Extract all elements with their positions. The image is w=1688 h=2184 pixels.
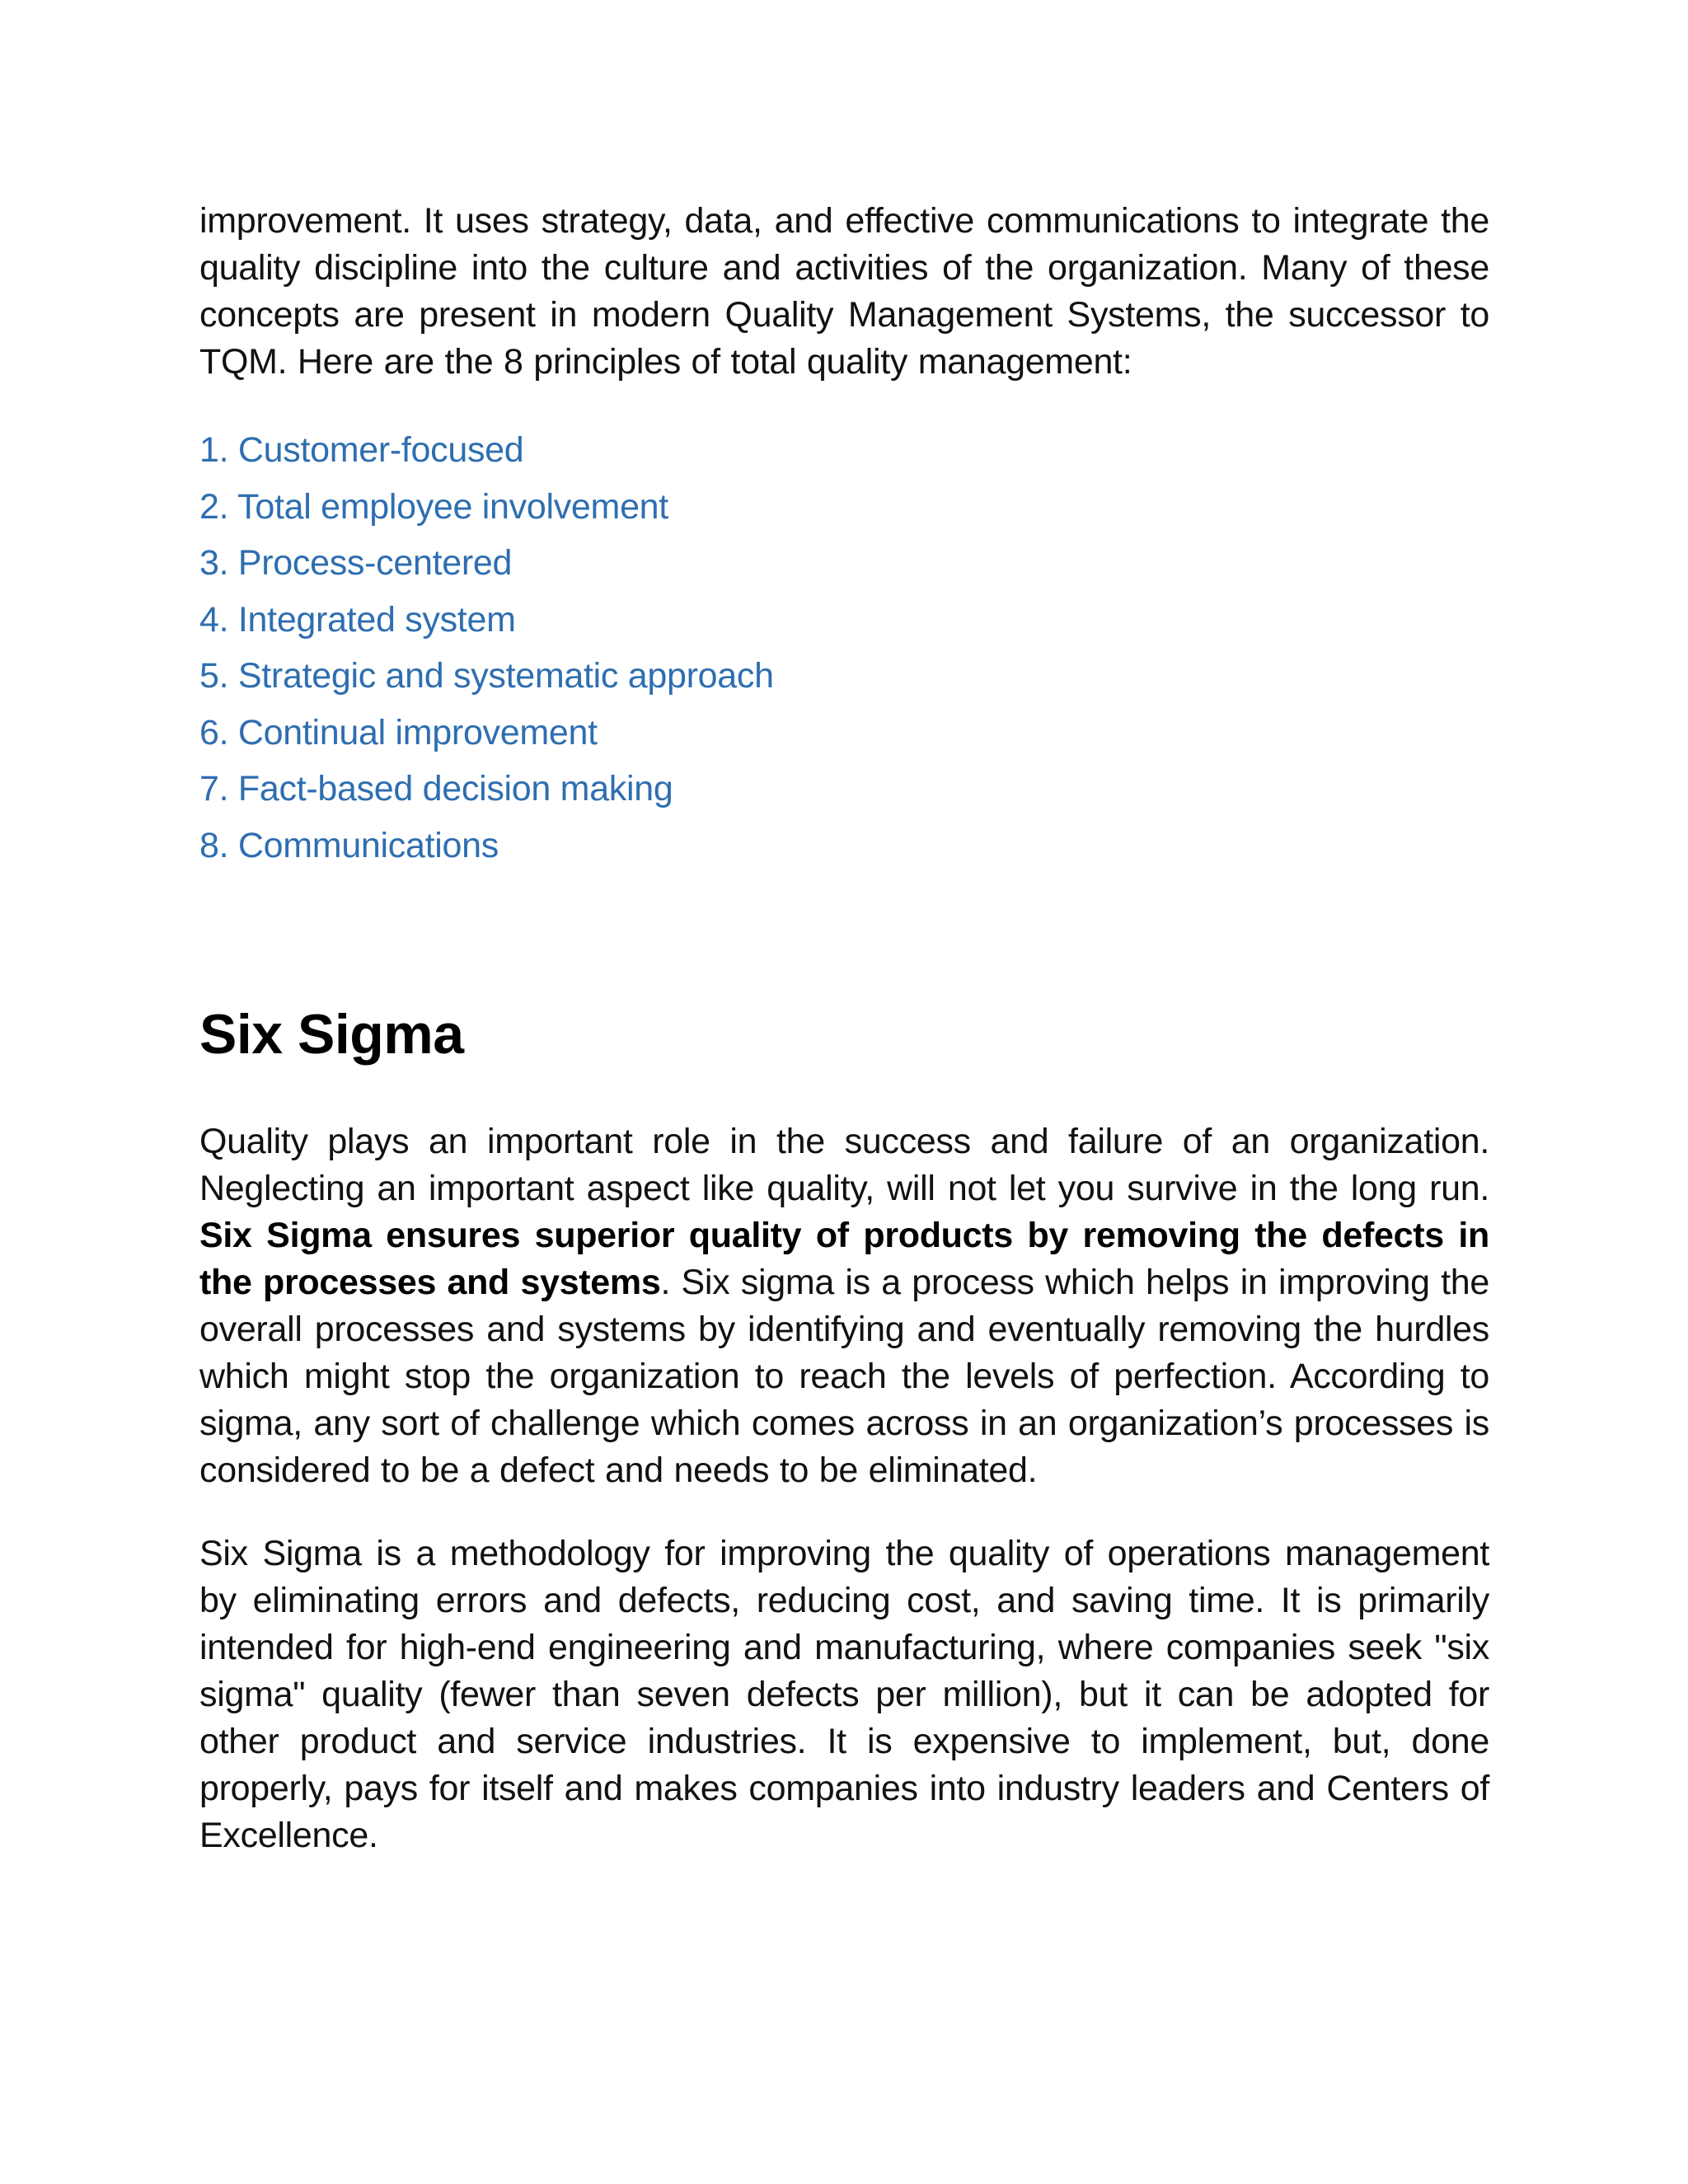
list-item: 4. Integrated system [199, 599, 516, 640]
list-item: 2. Total employee involvement [199, 486, 668, 527]
document-page [199, 198, 1489, 1859]
intro-paragraph: improvement. It uses strategy, data, and effective communications to integrate the quality discipline into the culture and activities of the organization. Many of these concepts are present in modern Quality Management Systems, the successor to TQM. Here are the 8 principles of total quality management: [199, 201, 1489, 382]
list-item: 3. Process-centered [199, 543, 513, 583]
list-item: 5. Strategic and systematic approach [199, 656, 774, 696]
list-item: 6. Continual improvement [199, 712, 598, 752]
six-sigma-paragraph-1 [199, 1118, 1489, 1494]
list-item: 1. Customer-focused [199, 430, 524, 470]
paragraph-bold-text: Six Sigma ensures superior quality of products by removing the defects in the processes and systems [199, 1216, 1489, 1302]
list-item: 8. Communications [199, 825, 499, 865]
six-sigma-paragraph-2: Six Sigma is a methodology for improving the quality of operations management by eliminating errors and defects, reducing cost, and saving time. It is primarily intended for high-end engineering and manufacturing, where companies seek "six sigma" quality (fewer than seven defects per million), but it can be adopted for other product and service industries. It is expensive to implement, but, done properly, pays for itself and makes companies into industry leaders and Centers of Excellence. [199, 1534, 1489, 1855]
paragraph-rest-text: . Six sigma is a process which helps in improving the overall processes and systems by identifying and eventually removing the hurdles which might stop the organization to reach the levels of perfection. According to sigma, any sort of challenge which comes across in an organization’s processes is considered to be a defect and needs to be eliminated. [199, 1263, 1489, 1490]
paragraph-lead-text: Quality plays an important role in the success and failure of an organization. Neglecting an important aspect like quality, will not let you survive in the long run. [199, 1122, 1489, 1208]
six-sigma-heading: Six Sigma [199, 1003, 464, 1066]
tqm-principles-list [199, 422, 1489, 874]
list-item: 7. Fact-based decision making [199, 769, 673, 808]
